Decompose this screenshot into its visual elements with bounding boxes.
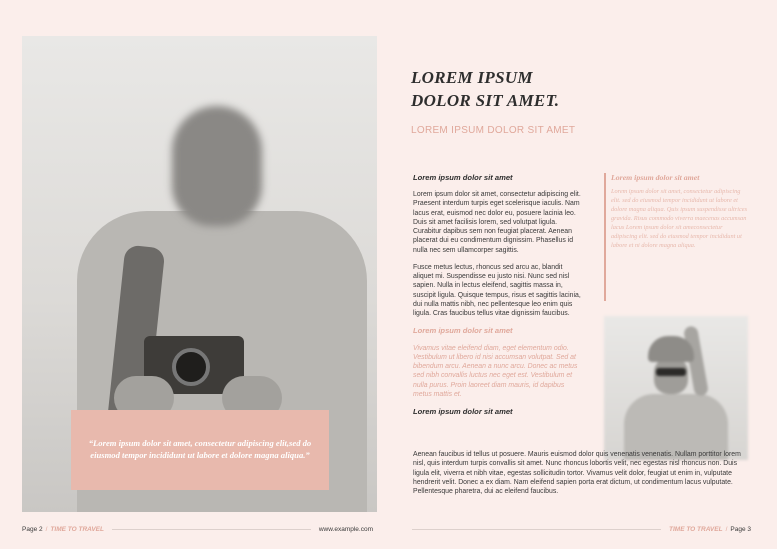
sidebar-column: [604, 173, 750, 251]
body-paragraph: Fusce metus lectus, rhoncus sed arcu ac, blandit aliquet mi. Suspendisse eu justo nisi. Nunc sed nisl sapien. Nulla in lectus eleifend, sagittis massa in, suscipit ligula. Quisque tempus, risus et sagittis lacinia, dui nulla mattis nibh, nec pellentesque leo enim quis ligula. Cras faucibus tellus vitae dignissim faucibus.: [413, 263, 581, 318]
body-paragraph: Lorem ipsum dolor sit amet, consectetur adipiscing elit. Praesent interdum turpis eget scelerisque iaculis. Nam lacus erat, euismod nec dolor eu, posuere lacinia leo. Duis sit amet facilisis lorem, sed volutpat ligula. Curabitur dapibus sem non feugiat placerat. Aenean placerat dui eu condimentum dignissim. Phasellus id nulla nec sem ullamcorper sagittis.: [413, 191, 581, 254]
section-heading: Lorem ipsum dolor sit amet: [413, 407, 513, 417]
section-heading: Lorem ipsum dolor sit amet: [413, 173, 513, 182]
footer-rule: [112, 529, 311, 530]
sidebar-paragraph: Lorem ipsum dolor sit amet, consectetur adipiscing elit. sed do eiusmod tempor incididunt ut labore et dolore magna aliqua. Quis ipsum suspendisse ultrices gravida. Risus commodo viverra maecenas accumsan lacus Lorem ipsum dolor sit ameconsectetur adipiscing elit. sed do eiusmod tempor incididunt ut labore et ni dolore magna aliqua.: [611, 188, 748, 249]
page-number: Page 3: [730, 526, 751, 533]
footer-separator: /: [45, 526, 48, 533]
footer-brand: TIME TO TRAVEL: [50, 526, 104, 533]
photo-man-with-hat: [604, 316, 748, 460]
page-number: Page 2: [22, 526, 43, 533]
title-line-1: LOREM IPSUM: [411, 68, 533, 87]
person-head: [172, 106, 262, 226]
sidebar-heading: Lorem ipsum dolor sit amet: [611, 173, 700, 182]
quote-box: [71, 410, 329, 490]
quote-text: “Lorem ipsum dolor sit amet, consectetur adipiscing elit,sed do eiusmod tempor incididunt ut labore et dolore magna aliqua.”: [88, 438, 312, 460]
page-title: [411, 66, 559, 113]
title-line-2: DOLOR SIT AMET.: [411, 91, 560, 111]
accent-bar: [604, 173, 606, 301]
article-column: [413, 173, 583, 424]
footer-url[interactable]: www.example.com: [318, 526, 373, 533]
footer-separator: /: [725, 526, 728, 533]
section-heading: Lorem ipsum dolor sit amet: [413, 326, 513, 336]
sunglasses: [656, 368, 686, 376]
highlight-paragraph: Vivamus vitae eleifend diam, eget elementum odio. Vestibulum ut libero id nisi accumsan volutpat. Sed at bibendum arcu. Aenean a nunc arcu. Donec ac metus sed nibh convallis luctus nec eget est. Vestibulum et nulla purus. Proin laoreet diam mauris, id dapibus metus mattis et.: [413, 344, 578, 398]
person-face: [654, 358, 688, 394]
page-subtitle: LOREM IPSUM DOLOR SIT AMET: [411, 125, 576, 136]
footer-rule: [412, 529, 661, 530]
footer-brand: TIME TO TRAVEL: [669, 526, 723, 533]
body-paragraph-bottom: Aenean faucibus id tellus ut posuere. Mauris euismod dolor quis venenatis venenatis. Nullam porttitor lorem nisl, quis interdum turpis convallis sit amet. Nunc rhoncus lobortis velit, nec egestas nisl rhoncus non. Duis ligula elit, viverra et nibh vitae, egestas sollicitudin tortor. Vivamus velit dolor, feugiat ut enim in, vulputate hendrerit velit. Donec a ex diam. Nam eleifend sapien porta erat dictum, ut condimentum lacus vulputate. Pellentesque pharetra, dui ac eleifend faucibus.: [413, 451, 741, 495]
footer-left: [22, 526, 373, 533]
hat: [648, 336, 694, 362]
footer-right: [404, 526, 751, 533]
camera-lens: [172, 348, 210, 386]
